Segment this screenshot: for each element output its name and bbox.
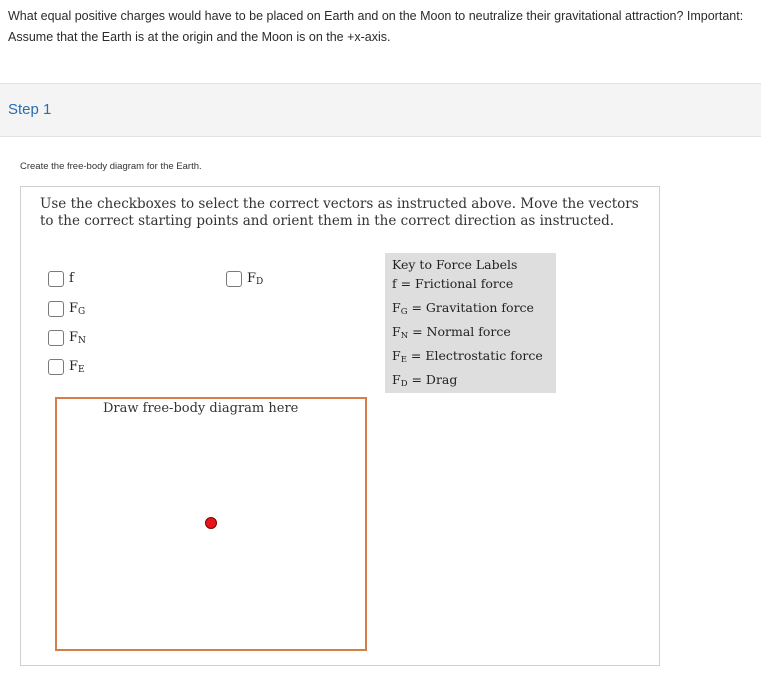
checkbox-row-fg[interactable] [48, 301, 85, 317]
step-header [0, 83, 761, 137]
checkbox-row-fd[interactable] [226, 271, 263, 287]
checkbox-fg[interactable] [48, 301, 64, 317]
force-key-row: $F_G$ = Gravitation force [392, 300, 534, 317]
checkbox-fe[interactable] [48, 359, 64, 375]
force-key-row: $F_N$ = Normal force [392, 324, 511, 341]
question-text: What equal positive charges would have to be placed on Earth and on the Moon to neutralize their gravitational attraction? Important: Assume that the Earth is at the origin and the Moon is on the +x-axis. [8, 9, 744, 44]
step-instruction: Create the free-body diagram for the Earth. [20, 161, 202, 172]
force-key-title: Key to Force Labels [392, 257, 518, 272]
checkbox-f[interactable] [48, 271, 64, 287]
step-title[interactable]: Step 1 [8, 101, 52, 118]
force-key [385, 253, 556, 393]
checkbox-label-fg: $F_G$ [69, 301, 86, 317]
checkbox-label-fe: $F_E$ [69, 359, 85, 375]
panel-instructions: Use the checkboxes to select the correct vectors as instructed above. Move the vectors to the correct starting points and orient them in the correct direction as instructed. [40, 196, 639, 229]
checkbox-label-f: f [69, 271, 74, 286]
force-key-row: $F_E$ = Electrostatic force [392, 348, 543, 365]
earth-point [205, 517, 217, 529]
checkbox-label-fn: $F_N$ [69, 330, 86, 346]
checkbox-row-f[interactable] [48, 271, 74, 287]
fbd-panel [20, 186, 660, 666]
checkbox-label-fd: $F_D$ [247, 271, 264, 287]
fbd-draw-area[interactable] [55, 397, 367, 651]
checkbox-row-fe[interactable] [48, 359, 85, 375]
force-key-row: $F_D$ = Drag [392, 372, 458, 389]
force-key-row: f = Frictional force [392, 276, 514, 291]
checkbox-row-fn[interactable] [48, 330, 86, 346]
checkbox-fd[interactable] [226, 271, 242, 287]
checkbox-fn[interactable] [48, 330, 64, 346]
draw-area-label: Draw free-body diagram here [103, 401, 299, 416]
